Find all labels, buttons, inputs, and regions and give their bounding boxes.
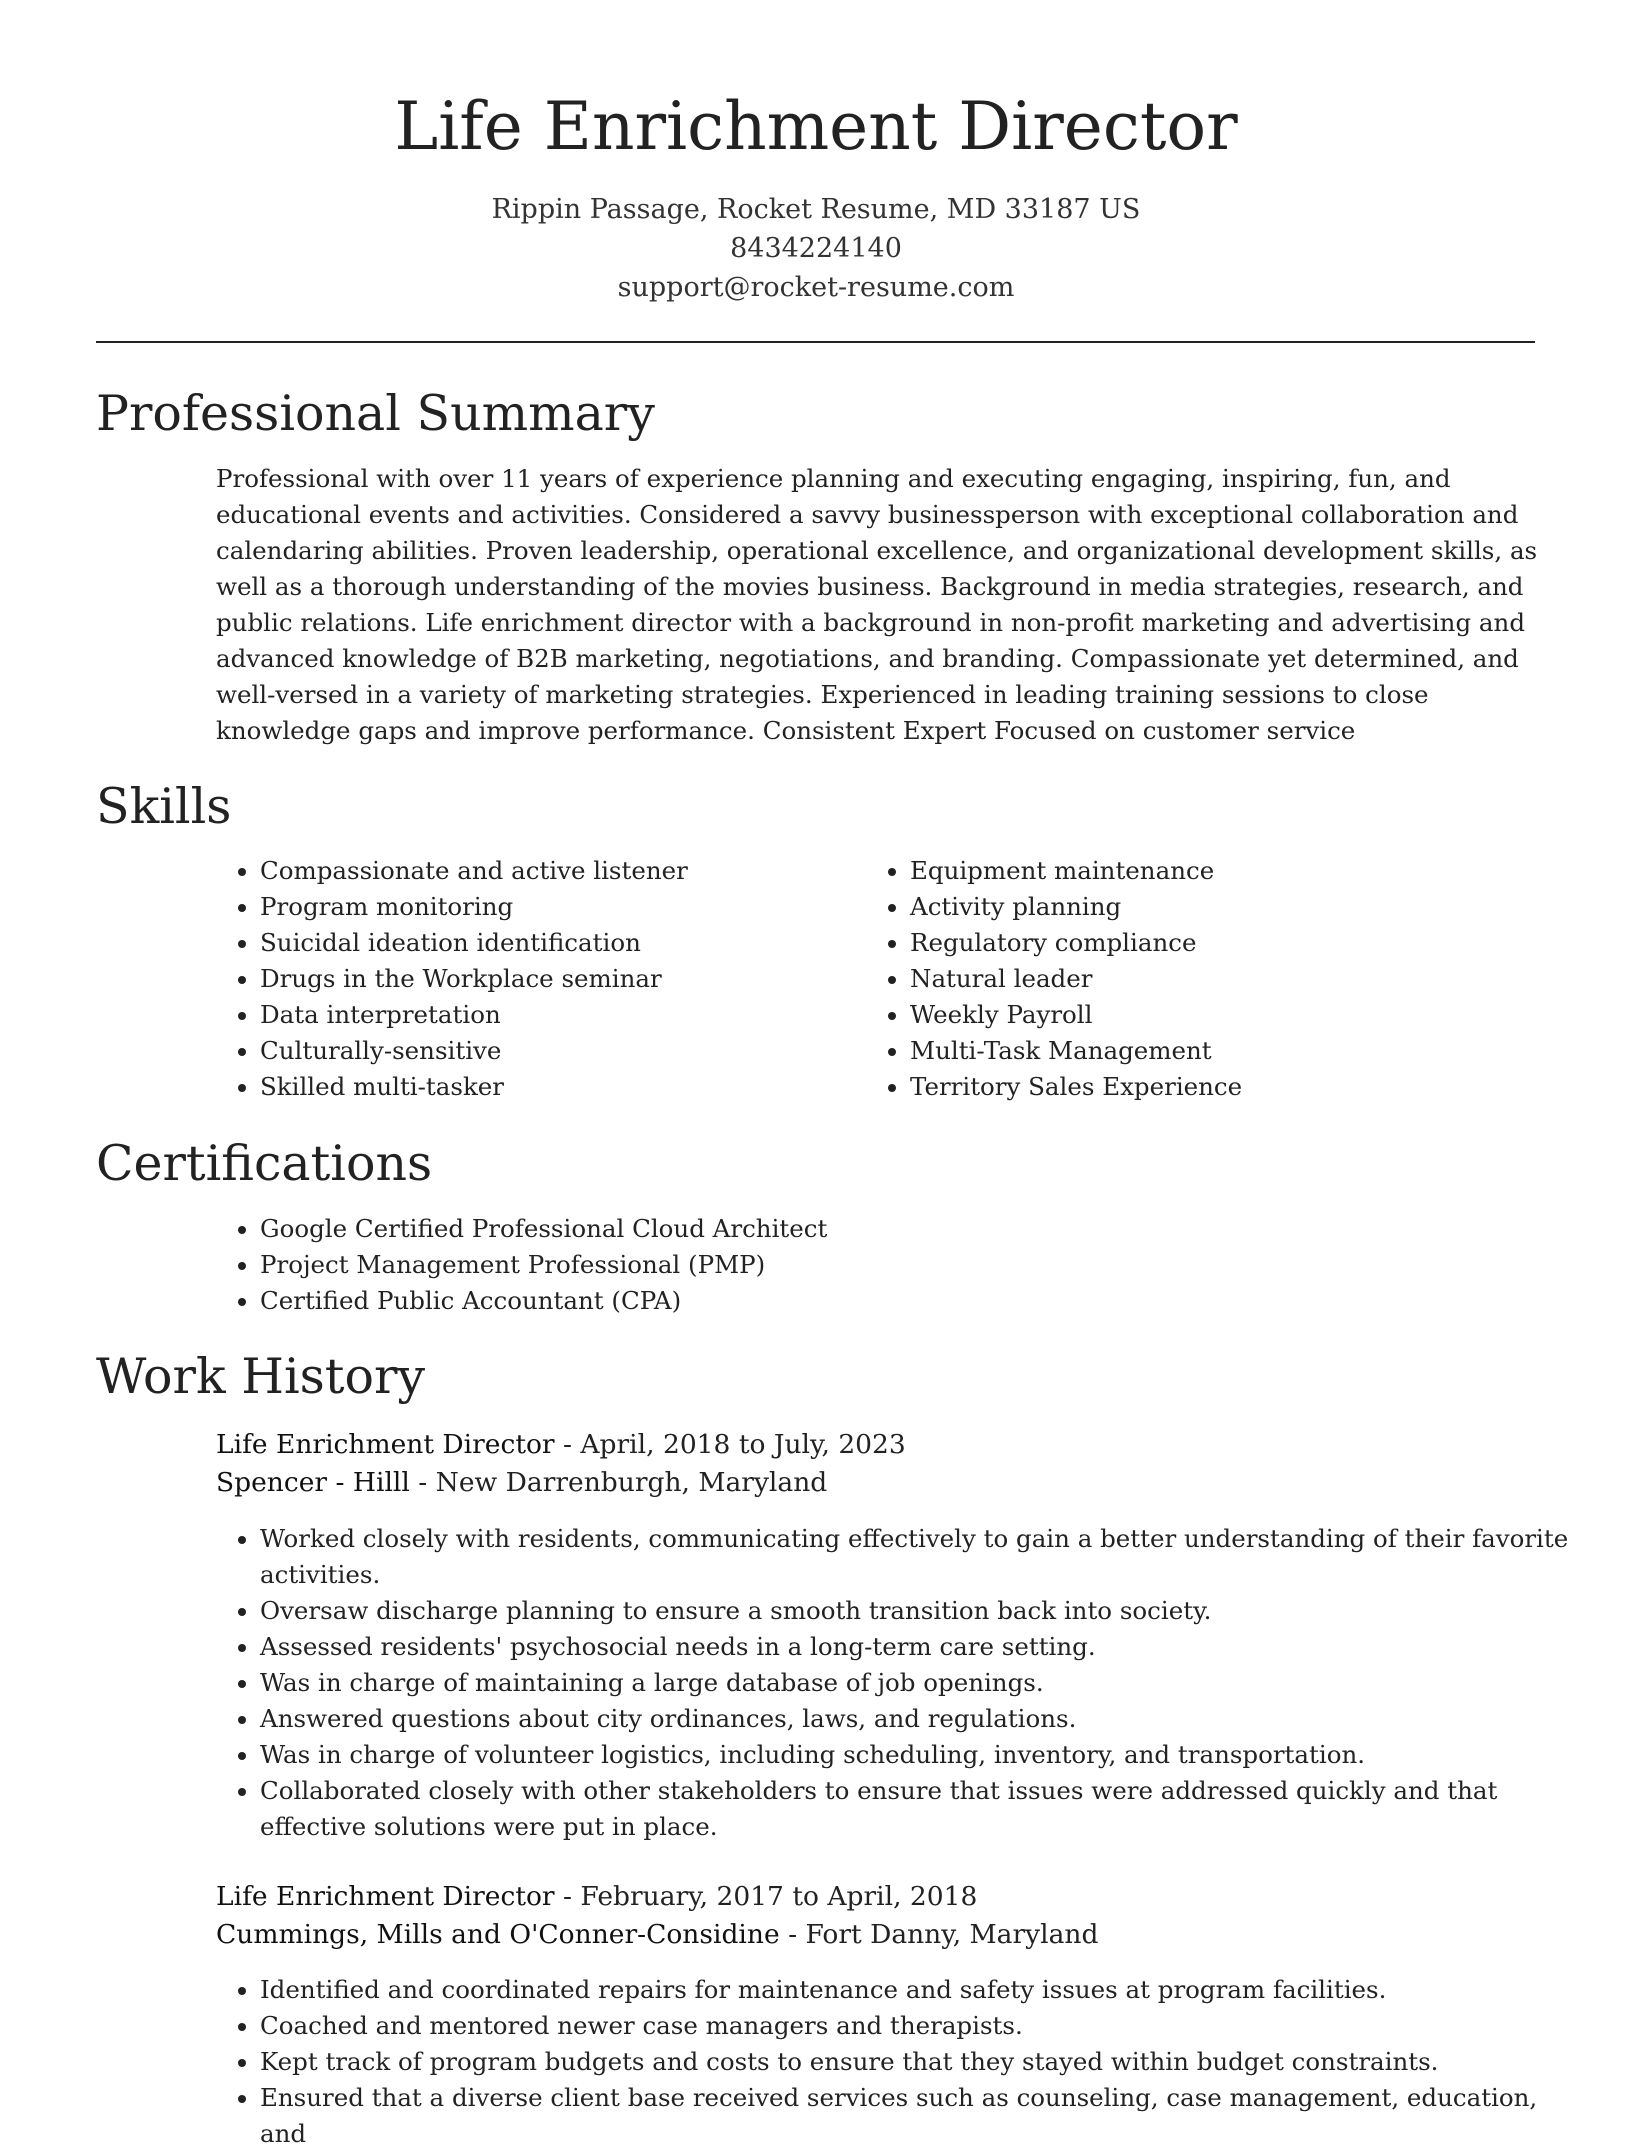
job-bullet: • Was in charge of maintaining a large database of job openings. [260,1665,1582,1701]
job-bullet: • Kept track of program budgets and costs to ensure that they stayed within budget constraints. [260,2044,1582,2080]
job-bullets [216,1521,1582,1845]
job-bullet: • Identified and coordinated repairs for maintenance and safety issues at program facilities. [260,1972,1582,2008]
job-bullet: • Collaborated closely with other stakeholders to ensure that issues were addressed quickly and that effective solutions were put in place. [260,1773,1582,1845]
job-bullet: • Ensured that a diverse client base received services such as counseling, case management, education, and [260,2080,1582,2152]
work-history-heading: Work History [96,1348,426,1405]
job-company-line [216,1464,827,1502]
skill-item: • Activity planning [910,889,1550,925]
job-location: - Fort Danny, Maryland [779,1919,1099,1950]
job-role: Life Enrichment Director [216,1881,555,1912]
job-bullet: • Answered questions about city ordinances, laws, and regulations. [260,1701,1582,1737]
skill-item: • Multi-Task Management [910,1033,1550,1069]
job-company: Cummings, Mills and O'Conner-Considine [216,1919,780,1950]
certifications-list [216,1211,1540,1319]
job-bullet: • Worked closely with residents, communicating effectively to gain a better understanding of their favorite activities. [260,1521,1582,1593]
job-company-line [216,1916,1098,1954]
certification-item: • Project Management Professional (PMP) [260,1247,1540,1283]
skill-item: • Suicidal ideation identification [260,925,860,961]
job-company: Spencer - Hilll [216,1467,410,1498]
job-dates: - February, 2017 to April, 2018 [554,1881,978,1912]
contact-address: Rippin Passage, Rocket Resume, MD 33187 US [491,194,1141,225]
skills-list-left [216,853,860,1105]
job-bullets [216,1972,1582,2152]
job-bullet: • Coached and mentored newer case managers and therapists. [260,2008,1582,2044]
certifications-heading: Certifications [96,1135,433,1192]
job-role: Life Enrichment Director [216,1429,555,1460]
certification-item: • Google Certified Professional Cloud Architect [260,1211,1540,1247]
summary-text: Professional with over 11 years of experience planning and executing engaging, inspiring, fun, and educational events and activities. Considered a savvy businessperson with exceptional collaboration and calendaring abilities. Proven leadership, operational excellence, and organizational development skills, as well as a thorough understanding of the movies business. Background in media strategies, research, and public relations. Life enrichment director with a background in non-profit marketing and advertising and advanced knowledge of B2B marketing, negotiations, and branding. Compassionate yet determined, and well-versed in a variety of marketing strategies. Experienced in leading training sessions to close knowledge gaps and improve performance. Consistent Expert Focused on customer service [216,464,1538,745]
contact-email: support@rocket-resume.com [617,272,1015,303]
skill-item: • Territory Sales Experience [910,1069,1550,1105]
job-dates: - April, 2018 to July, 2023 [554,1429,906,1460]
skills-heading: Skills [96,778,232,835]
job-bullet: • Was in charge of volunteer logistics, including scheduling, inventory, and transportation. [260,1737,1582,1773]
candidate-name: Life Enrichment Director [394,88,1238,165]
job-bullet: • Assessed residents' psychosocial needs in a long-term care setting. [260,1629,1582,1665]
skill-item: • Data interpretation [260,997,860,1033]
job-bullet: • Oversaw discharge planning to ensure a smooth transition back into society. [260,1593,1582,1629]
skill-item: • Natural leader [910,961,1550,997]
header-divider [96,341,1535,343]
skill-item: • Drugs in the Workplace seminar [260,961,860,997]
skill-item: • Compassionate and active listener [260,853,860,889]
job-location: - New Darrenburgh, Maryland [409,1467,828,1498]
skills-list-right [866,853,1550,1105]
contact-block [0,190,1632,307]
skill-item: • Skilled multi-tasker [260,1069,860,1105]
skill-item: • Weekly Payroll [910,997,1550,1033]
skill-item: • Equipment maintenance [910,853,1550,889]
skill-item: • Culturally-sensitive [260,1033,860,1069]
skill-item: • Program monitoring [260,889,860,925]
certification-item: • Certified Public Accountant (CPA) [260,1283,1540,1319]
summary-heading: Professional Summary [96,385,655,442]
job-title-line [216,1878,977,1916]
skill-item: • Regulatory compliance [910,925,1550,961]
contact-phone: 8434224140 [730,233,902,264]
job-title-line [216,1426,906,1464]
